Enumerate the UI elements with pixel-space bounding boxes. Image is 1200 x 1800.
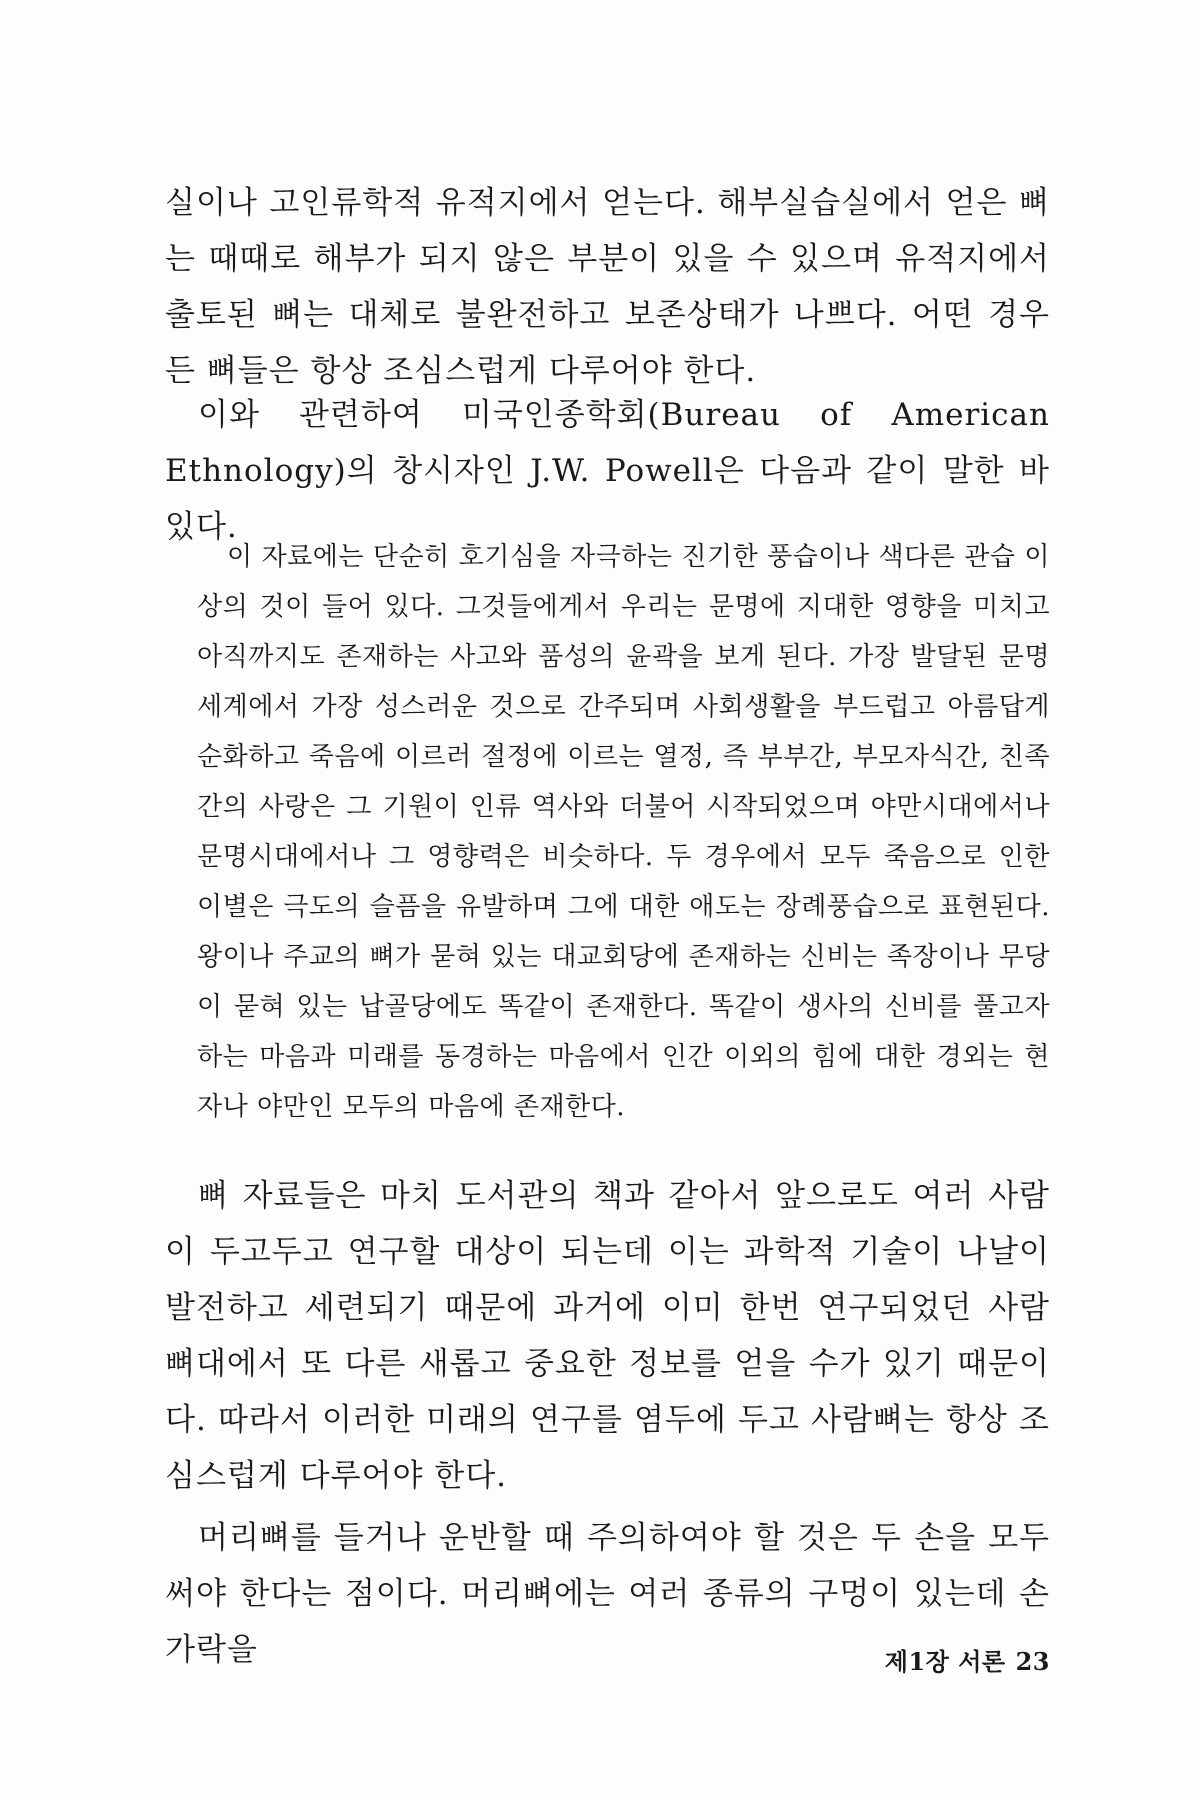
chapter-label: 제1장 서론: [884, 1647, 1006, 1676]
block-quote: 이 자료에는 단순히 호기심을 자극하는 진기한 풍습이나 색다른 관습 이상의 것이 들어 있다. 그것들에게서 우리는 문명에 지대한 영향을 미치고 아직까지도 존재하는 사고와 품성의 윤곽을 보게 된다. 가장 발달된 문명세계에서 가장 성스러운 것으로 간주되며 사회생활을 부드럽고 아름답게 순화하고 죽음에 이르러 절정에 이르는 열정, 즉 부부간, 부모자식간, 친족간의 사랑은 그 기원이 인류 역사와 더불어 시작되었으며 야만시대에서나 문명시대에서나 그 영향력은 비슷하다. 두 경우에서 모두 죽음으로 인한 이별은 극도의 슬픔을 유발하며 그에 대한 애도는 장례풍습으로 표현된다. 왕이나 주교의 뼈가 묻혀 있는 대교회당에 존재하는 신비는 족장이나 무당이 묻혀 있는 납골당에도 똑같이 존재한다. 똑같이 생사의 신비를 풀고자 하는 마음과 미래를 동경하는 마음에서 인간 이외의 힘에 대한 경외는 현자나 야만인 모두의 마음에 존재한다.: [197, 542, 1050, 1122]
paragraph-3: 뼈 자료들은 마치 도서관의 책과 같아서 앞으로도 여러 사람이 두고두고 연구할 대상이 되는데 이는 과학적 기술이 나날이 발전하고 세련되기 때문에 과거에 이미 한번 연구되었던 사람 뼈대에서 또 다른 새롭고 중요한 정보를 얻을 수가 있기 때문이다. 따라서 이러한 미래의 연구를 염두에 두고 사람뼈는 항상 조심스럽게 다루어야 한다.: [165, 1178, 1050, 1494]
paragraph-4: 머리뼈를 들거나 운반할 때 주의하여야 할 것은 두 손을 모두 써야 한다는 점이다. 머리뼈에는 여러 종류의 구멍이 있는데 손가락을: [165, 1520, 1050, 1668]
paragraph-2: 이와 관련하여 미국인종학회(Bureau of American Ethnology)의 창시자인 J.W. Powell은 다음과 같이 말한 바 있다.: [165, 397, 1050, 545]
paragraph-1: 실이나 고인류학적 유적지에서 얻는다. 해부실습실에서 얻은 뼈는 때때로 해부가 되지 않은 부분이 있을 수 있으며 유적지에서 출토된 뼈는 대체로 불완전하고 보존상태가 나쁘다. 어떤 경우든 뼈들은 항상 조심스럽게 다루어야 한다.: [165, 185, 1050, 389]
page-footer: [885, 1642, 1050, 1677]
page-number: 23: [1015, 1647, 1050, 1676]
